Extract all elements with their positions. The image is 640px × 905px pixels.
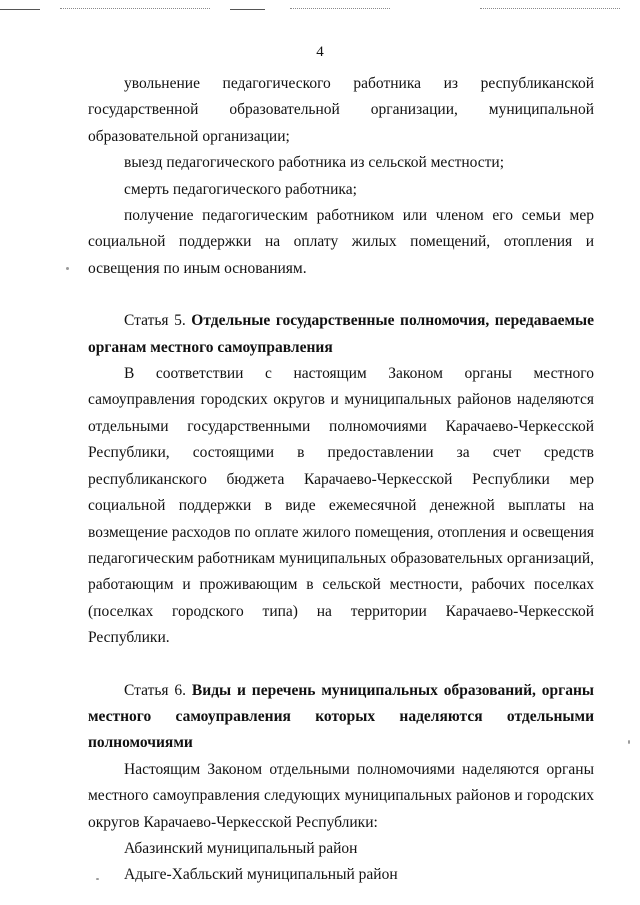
scan-edge-dots	[290, 8, 390, 11]
article-5-label: Статья 5.	[124, 312, 186, 330]
page-number: 4	[316, 44, 324, 60]
article-5-heading	[88, 308, 594, 361]
scan-edge-dots	[480, 8, 620, 11]
scan-edge-line	[230, 9, 265, 10]
article-5-title: Отдельные государственные полномочия, передаваемые органам местного самоуправления	[88, 312, 594, 356]
paragraph-departure: выезд педагогического работника из сельской местности;	[124, 154, 505, 172]
article-5-body: В соответствии с настоящим Законом органы местного самоуправления городских округов и муниципальных районов наделяются отдельными государственными полномочиями Карачаево-Черкесской Республики, состоящими в предоставлении за счет средств республиканского бюджета Карачаево-Черкесской Республики мер социальной поддержки в виде ежемесячной денежной выплаты на возмещение расходов по оплате жилого помещения, отопления и освещения педагогическим работникам муниципальных образовательных организаций, работающим и проживающим в сельской местности, рабочих поселках (поселках городского типа) на территории Карачаево-Черкесской Республики.	[88, 365, 594, 647]
article-6-heading	[88, 678, 594, 757]
scan-speck	[628, 740, 630, 744]
section-gap	[88, 282, 594, 308]
paragraph-dismissal: увольнение педагогического работника из республиканской государственной образовательной организации, муниципальной образовательной организации;	[88, 75, 594, 145]
article-6-title: Виды и перечень муниципальных образований, органы местного самоуправления которых наделяются отдельными полномочиями	[88, 681, 594, 752]
scan-edge-line	[0, 9, 40, 10]
district-item: Адыге-Хабльский муниципальный район	[124, 866, 398, 884]
paragraph-other-support: получение педагогическим работником или членом его семьи мер социальной поддержки на оплату жилых помещений, отопления и освещения по иным основаниям.	[88, 207, 594, 277]
section-gap	[88, 652, 594, 678]
scan-speck	[66, 267, 69, 270]
article-6-body: Настоящим Законом отдельными полномочиями наделяются органы местного самоуправления следующих муниципальных районов и городских округов Карачаево-Черкесской Республики:	[88, 760, 594, 831]
paragraph-death: смерть педагогического работника;	[124, 180, 357, 198]
scan-edge-dots	[60, 8, 210, 11]
scan-top-edge	[0, 0, 640, 20]
document-body	[88, 71, 594, 889]
scan-speck	[96, 878, 99, 880]
district-item: Абазинский муниципальный район	[124, 839, 358, 857]
article-6-label: Статья 6.	[124, 681, 187, 699]
